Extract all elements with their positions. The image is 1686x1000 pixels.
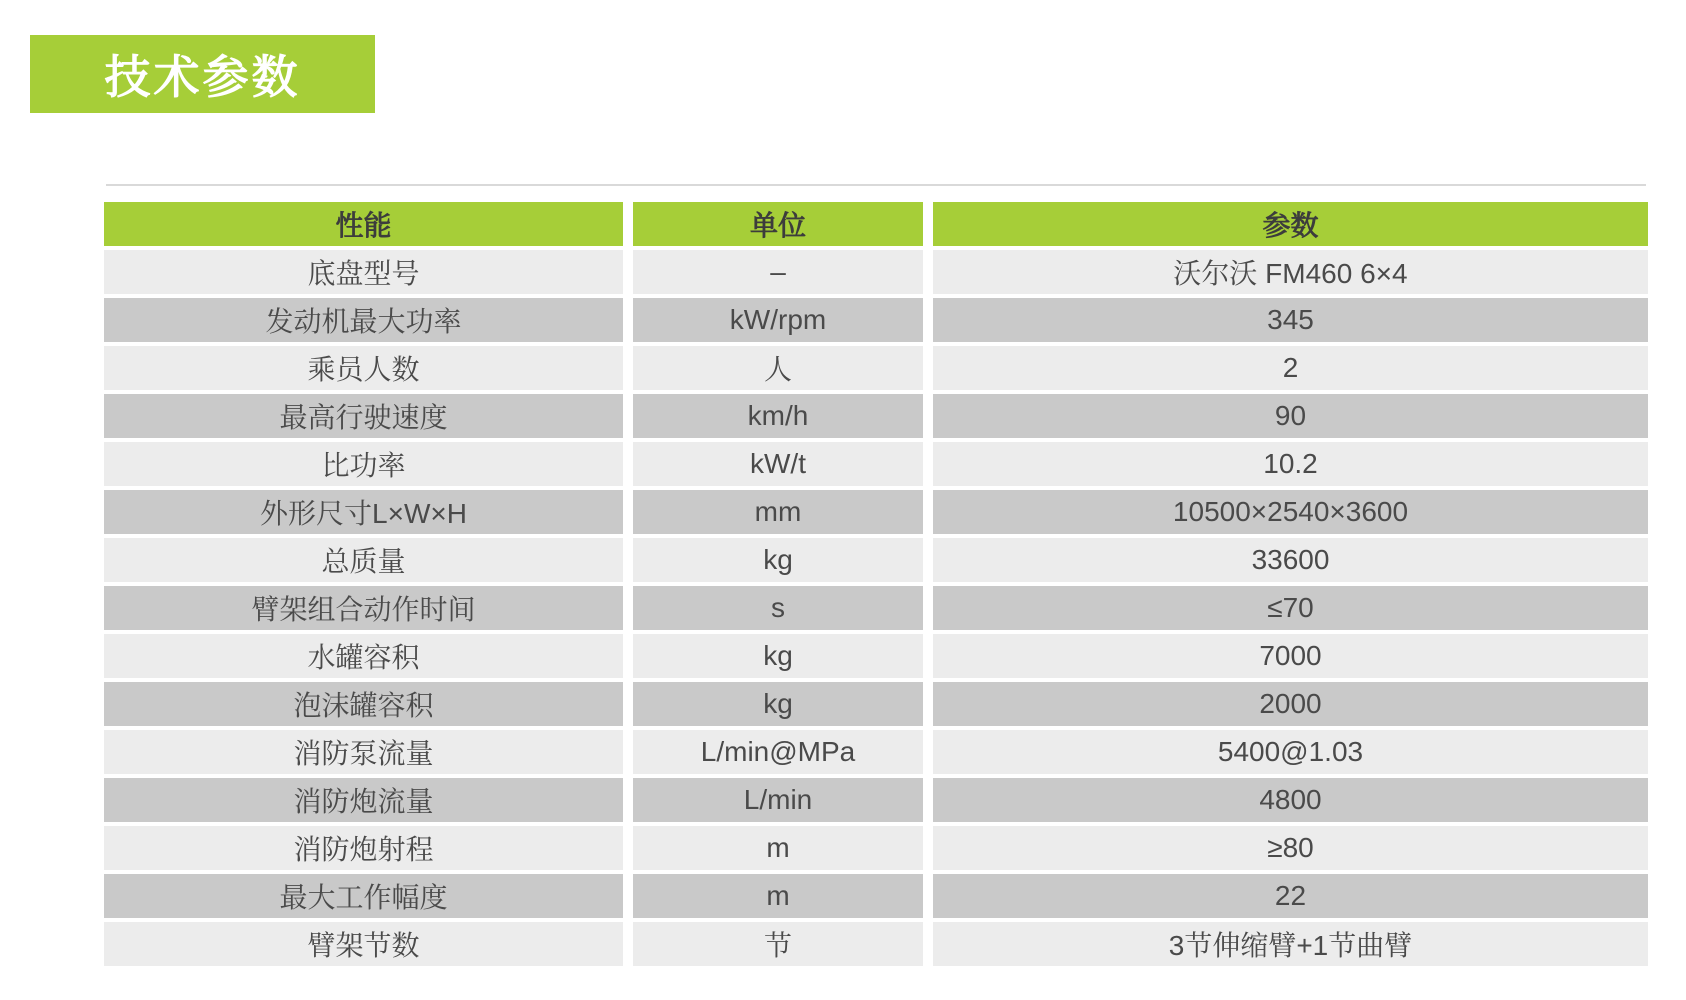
cell-performance: 最高行驶速度 — [104, 394, 623, 438]
cell-value: 345 — [933, 298, 1648, 342]
cell-value: 3节伸缩臂+1节曲臂 — [933, 922, 1648, 966]
table-top-divider — [106, 184, 1646, 186]
cell-unit: mm — [633, 490, 923, 534]
cell-performance: 最大工作幅度 — [104, 874, 623, 918]
cell-performance: 泡沫罐容积 — [104, 682, 623, 726]
cell-performance: 消防泵流量 — [104, 730, 623, 774]
cell-unit: m — [633, 874, 923, 918]
cell-value: 7000 — [933, 634, 1648, 678]
cell-unit: L/min@MPa — [633, 730, 923, 774]
cell-performance: 乘员人数 — [104, 346, 623, 390]
cell-performance: 臂架节数 — [104, 922, 623, 966]
cell-unit: 人 — [633, 346, 923, 390]
cell-unit: km/h — [633, 394, 923, 438]
cell-unit: kg — [633, 538, 923, 582]
cell-value: 22 — [933, 874, 1648, 918]
cell-performance: 比功率 — [104, 442, 623, 486]
column-header-parameter: 参数 — [933, 202, 1648, 246]
cell-value: 2 — [933, 346, 1648, 390]
cell-unit: m — [633, 826, 923, 870]
cell-unit: – — [633, 250, 923, 294]
cell-performance: 消防炮射程 — [104, 826, 623, 870]
cell-value: 33600 — [933, 538, 1648, 582]
cell-unit: kg — [633, 682, 923, 726]
cell-value: 沃尔沃 FM460 6×4 — [933, 250, 1648, 294]
cell-performance: 水罐容积 — [104, 634, 623, 678]
cell-unit: 节 — [633, 922, 923, 966]
cell-performance: 发动机最大功率 — [104, 298, 623, 342]
column-header-unit: 单位 — [633, 202, 923, 246]
cell-unit: L/min — [633, 778, 923, 822]
cell-value: 90 — [933, 394, 1648, 438]
page-title: 技术参数 — [30, 35, 375, 113]
cell-value: ≤70 — [933, 586, 1648, 630]
spec-table — [104, 202, 1648, 966]
column-header-performance: 性能 — [104, 202, 623, 246]
cell-unit: s — [633, 586, 923, 630]
cell-value: 10.2 — [933, 442, 1648, 486]
cell-unit: kW/t — [633, 442, 923, 486]
cell-value: 2000 — [933, 682, 1648, 726]
cell-value: 4800 — [933, 778, 1648, 822]
cell-performance: 消防炮流量 — [104, 778, 623, 822]
cell-value: ≥80 — [933, 826, 1648, 870]
cell-performance: 总质量 — [104, 538, 623, 582]
cell-performance: 臂架组合动作时间 — [104, 586, 623, 630]
cell-value: 5400@1.03 — [933, 730, 1648, 774]
cell-performance: 底盘型号 — [104, 250, 623, 294]
cell-unit: kg — [633, 634, 923, 678]
cell-unit: kW/rpm — [633, 298, 923, 342]
cell-value: 10500×2540×3600 — [933, 490, 1648, 534]
cell-performance: 外形尺寸L×W×H — [104, 490, 623, 534]
